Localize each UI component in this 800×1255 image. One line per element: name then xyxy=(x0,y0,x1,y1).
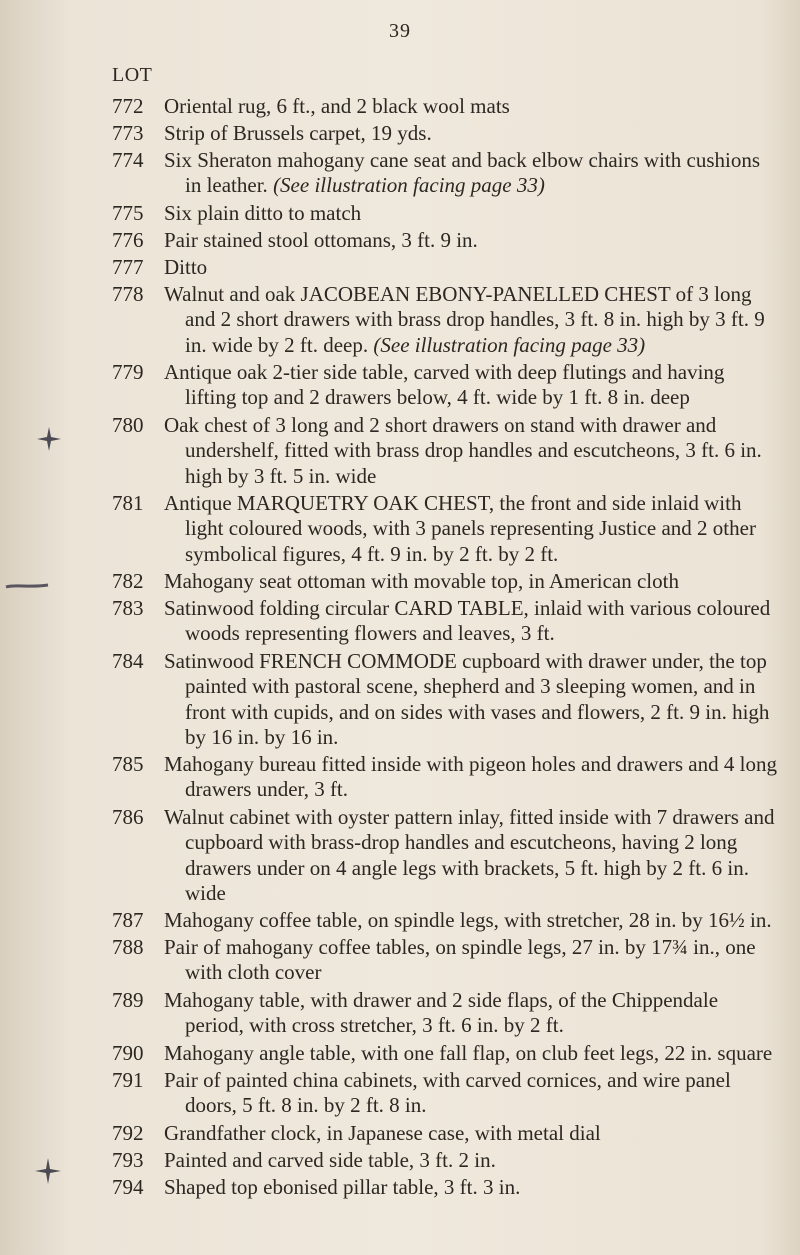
lot-number: 791 xyxy=(112,1068,144,1092)
lot-description: Pair stained stool ottomans, 3 ft. 9 in. xyxy=(164,228,478,252)
lot-number: 788 xyxy=(112,935,144,959)
lot-description: Oriental rug, 6 ft., and 2 black wool mats xyxy=(164,94,510,118)
lot-number: 779 xyxy=(112,360,144,384)
lot-number: 772 xyxy=(112,94,144,118)
lot-description: Painted and carved side table, 3 ft. 2 in. xyxy=(164,1148,496,1172)
lot-number: 781 xyxy=(112,491,144,515)
lot-description: Ditto xyxy=(164,255,208,279)
lot-description: Antique MARQUETRY OAK CHEST, the front and side inlaid with light coloured woods, with 3 panels representing Justice and 2 other symbolical figures, 4 ft. 9 in. by 2 ft. by 2 ft. xyxy=(164,491,756,566)
lot-number: 783 xyxy=(112,596,144,620)
lot-description: Mahogany coffee table, on spindle legs, with stretcher, 28 in. by 16½ in. xyxy=(164,908,772,932)
lot-description xyxy=(164,148,780,199)
star-margin-mark-icon xyxy=(34,1157,62,1185)
lot-description: Strip of Brussels carpet, 19 yds. xyxy=(164,121,432,145)
lot-description: Mahogany seat ottoman with movable top, in American cloth xyxy=(164,569,679,593)
lot-number: 793 xyxy=(112,1148,144,1172)
lot-description: Antique oak 2-tier side table, carved with deep flutings and having lifting top and 2 drawers below, 4 ft. wide by 1 ft. 8 in. deep xyxy=(164,360,725,410)
lot-description-text: Six Sheraton mahogany cane seat and back elbow chairs with cushions in leather. xyxy=(164,148,761,198)
lot-description: Mahogany angle table, with one fall flap, on club feet legs, 22 in. square xyxy=(164,1041,773,1065)
lot-description: Satinwood FRENCH COMMODE cupboard with drawer under, the top painted with pastoral scene, shepherd and 3 sleeping women, and in front with cupids, and on sides with vases and flowers, 2 ft. 9 in. high by 16 in. by 16 in. xyxy=(164,649,770,749)
lot-description: Shaped top ebonised pillar table, 3 ft. 3 in. xyxy=(164,1175,521,1199)
lot-number: 774 xyxy=(112,148,144,172)
lot-number: 782 xyxy=(112,569,144,593)
lot-description: Pair of mahogany coffee tables, on spindle legs, 27 in. by 17¾ in., one with cloth cover xyxy=(164,935,756,985)
illustration-note: (See illustration facing page 33) xyxy=(273,173,545,198)
lot-description: Mahogany bureau fitted inside with pigeon holes and drawers and 4 long drawers under, 3 ft. xyxy=(164,752,777,802)
lot-number: 785 xyxy=(112,752,144,776)
lot-number: 775 xyxy=(112,201,144,225)
lot-column-heading: LOT xyxy=(112,64,153,86)
lot-description: Satinwood folding circular CARD TABLE, inlaid with various coloured woods representing flowers and leaves, 3 ft. xyxy=(164,596,771,646)
lot-description: Pair of painted china cabinets, with carved cornices, and wire panel doors, 5 ft. 8 in. by 2 ft. 8 in. xyxy=(164,1068,731,1118)
lot-description xyxy=(164,282,780,358)
lot-description: Oak chest of 3 long and 2 short drawers on stand with drawer and undershelf, fitted with brass drop handles and escutcheons, 3 ft. 6 in. high by 3 ft. 5 in. wide xyxy=(164,413,762,488)
lot-number: 792 xyxy=(112,1121,144,1145)
lot-description: Mahogany table, with drawer and 2 side flaps, of the Chippendale period, with cross stretcher, 3 ft. 6 in. by 2 ft. xyxy=(164,988,719,1038)
lot-number: 786 xyxy=(112,805,144,829)
lot-number: 773 xyxy=(112,121,144,145)
lot-number: 794 xyxy=(112,1175,144,1199)
lot-description: Six plain ditto to match xyxy=(164,201,362,225)
lot-number: 789 xyxy=(112,988,144,1012)
lot-description: Grandfather clock, in Japanese case, with metal dial xyxy=(164,1121,601,1145)
lot-number: 776 xyxy=(112,228,144,252)
lot-number: 777 xyxy=(112,255,144,279)
lot-number: 780 xyxy=(112,413,144,437)
lot-number: 784 xyxy=(112,649,144,673)
lot-number: 790 xyxy=(112,1041,144,1065)
lot-description-text: Walnut and oak JACOBEAN EBONY-PANELLED CHEST of 3 long and 2 short drawers with brass drop handles, 3 ft. 8 in. high by 3 ft. 9 in. wide by 2 ft. deep. xyxy=(164,282,765,357)
illustration-note: (See illustration facing page 33) xyxy=(373,332,646,357)
dash-margin-mark-icon xyxy=(4,581,50,591)
page-number: 39 xyxy=(389,20,411,42)
lot-number: 778 xyxy=(112,282,144,306)
star-margin-mark-icon xyxy=(36,426,62,452)
lot-number: 787 xyxy=(112,908,144,932)
lot-description: Walnut cabinet with oyster pattern inlay, fitted inside with 7 drawers and cupboard with brass-drop handles and escutcheons, having 2 long drawers under on 4 angle legs with brackets, 5 ft. high by 2 ft. 6 in. wide xyxy=(164,805,775,905)
